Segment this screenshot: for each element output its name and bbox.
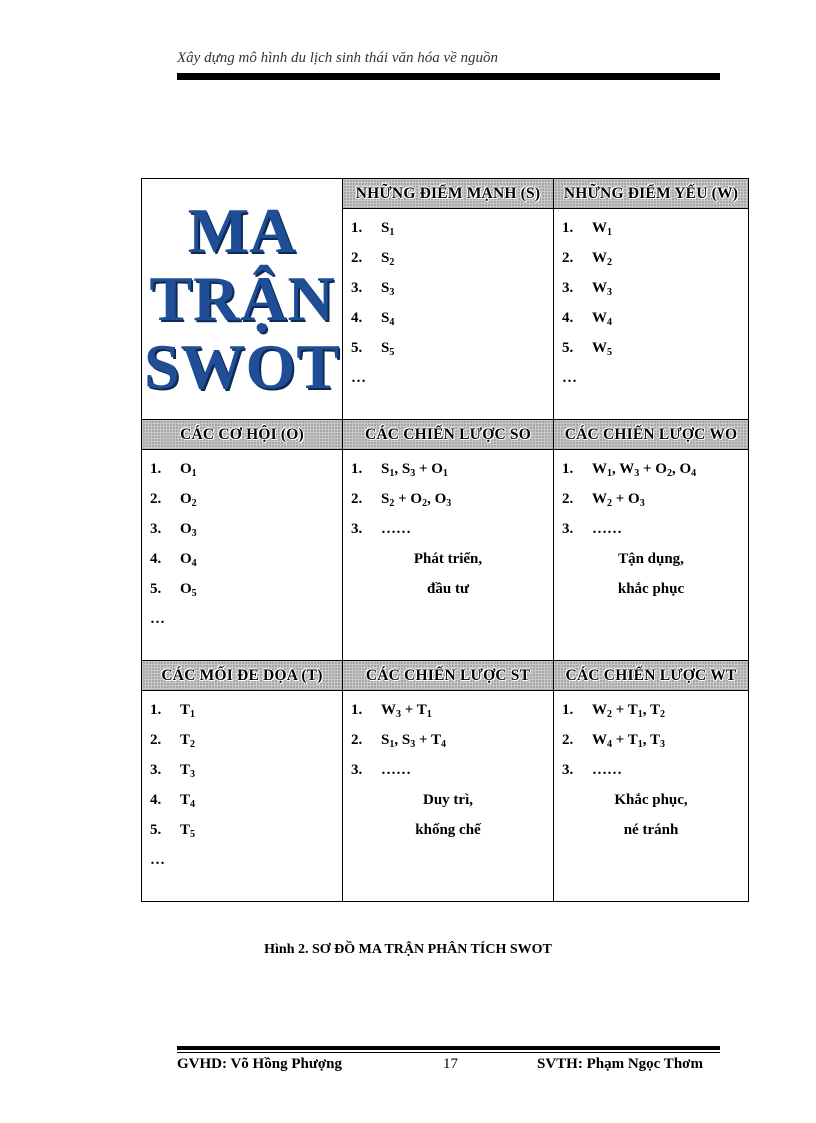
list-item: 2. $S_1$, $S_3 + T_4$ [351, 732, 446, 750]
threats-cell [142, 691, 343, 902]
list-item: 1. $W_3 + T_1$ [351, 702, 432, 720]
wo-strategy-note-1: Tận dụng, [618, 551, 684, 567]
running-header: Xây dựng mô hình du lịch sinh thái văn hóa về nguồn [177, 50, 499, 66]
list-item: 2. $W_2$ [562, 250, 612, 268]
list-item: 3. $W_3$ [562, 280, 612, 298]
list-item: 1. $W_2 + T_1$, $T_2$ [562, 702, 666, 720]
list-item: 4. $O_4$ [150, 551, 197, 569]
list-item: 3. $O_3$ [150, 521, 197, 539]
wo-strategies-cell [554, 450, 749, 661]
wt-strategies-header: CÁC CHIẾN LƯỢC WT [554, 661, 749, 691]
list-item: 3. $S_3$ [351, 280, 395, 298]
list-item: 1. $S_1$, $S_3 + O_1$ [351, 461, 448, 479]
matrix-title-line-3: SWOT [143, 331, 341, 402]
st-strategy-note-2: khống chế [415, 822, 481, 838]
list-item: 5. $W_5$ [562, 340, 612, 358]
so-strategy-note-2: đầu tư [427, 581, 469, 597]
list-item: 1. $W_1$, $W_3 + O_2$, $O_4$ [562, 461, 697, 479]
weaknesses-cell [554, 209, 749, 420]
list-item: 2. $W_4 + T_1$, $T_3$ [562, 732, 666, 750]
figure-caption: Hình 2. SƠ ĐỒ MA TRẬN PHÂN TÍCH SWOT [264, 942, 552, 957]
list-item: 5. $T_5$ [150, 822, 196, 840]
list-item: 4. $T_4$ [150, 792, 196, 810]
so-strategies-header: CÁC CHIẾN LƯỢC SO [343, 420, 554, 450]
st-strategies-header: CÁC CHIẾN LƯỢC ST [343, 661, 554, 691]
matrix-title-line-2: TRẬN [149, 263, 335, 334]
list-ellipsis: … [150, 852, 165, 868]
list-item: 5. $O_5$ [150, 581, 197, 599]
swot-matrix-table [141, 178, 749, 902]
list-item: 4. $W_4$ [562, 310, 612, 328]
weaknesses-list [562, 209, 748, 393]
list-ellipsis: … [351, 370, 366, 386]
list-item: 1. $S_1$ [351, 220, 395, 238]
so-strategies-cell [343, 450, 554, 661]
wt-strategy-note-1: Khắc phục, [614, 792, 688, 808]
opportunities-header: CÁC CƠ HỘI (O) [142, 420, 343, 450]
weaknesses-header: NHỮNG ĐIỂM YẾU (W) [554, 179, 749, 209]
list-item: 2. $S_2$ [351, 250, 395, 268]
wo-strategies-list [562, 450, 748, 544]
list-item: 2. $T_2$ [150, 732, 196, 750]
list-item: 3. …… [351, 521, 411, 537]
matrix-title-line-1: MA [187, 195, 297, 266]
header-rule [177, 73, 720, 80]
list-item: 2. $W_2 + O_3$ [562, 491, 645, 509]
list-item: 3. …… [562, 521, 622, 537]
list-item: 1. $W_1$ [562, 220, 612, 238]
list-item: 2. $O_2$ [150, 491, 197, 509]
list-ellipsis: … [562, 370, 577, 386]
strengths-header: NHỮNG ĐIỂM MẠNH (S) [343, 179, 554, 209]
opportunities-list [150, 450, 342, 634]
threats-header: CÁC MỐI ĐE DỌA (T) [142, 661, 343, 691]
strengths-list [351, 209, 553, 393]
list-ellipsis: … [150, 611, 165, 627]
so-strategy-note-1: Phát triển, [413, 551, 483, 567]
list-item: 5. $S_5$ [351, 340, 395, 358]
st-strategy-note-1: Duy trì, [423, 792, 473, 808]
threats-list [150, 691, 342, 875]
footer-student: SVTH: Phạm Ngọc Thơm [537, 1056, 703, 1072]
list-item: 1. $T_1$ [150, 702, 196, 720]
list-item: 1. $O_1$ [150, 461, 197, 479]
opportunities-cell [142, 450, 343, 661]
wt-strategy-note-2: né tránh [623, 822, 679, 838]
list-item: 2. $S_2 + O_2$, $O_3$ [351, 491, 452, 509]
matrix-title [142, 179, 343, 420]
st-strategies-list [351, 691, 553, 785]
list-item: 3. $T_3$ [150, 762, 196, 780]
footer-rule [177, 1046, 720, 1050]
list-item: 3. …… [562, 762, 622, 778]
st-strategies-cell [343, 691, 554, 902]
footer-advisor: GVHD: Võ Hồng Phượng [177, 1056, 342, 1072]
page-number: 17 [443, 1056, 458, 1072]
wt-strategies-cell [554, 691, 749, 902]
list-item: 4. $S_4$ [351, 310, 395, 328]
footer-rule-thin [177, 1052, 720, 1053]
strengths-cell [343, 209, 554, 420]
list-item: 3. …… [351, 762, 411, 778]
so-strategies-list [351, 450, 553, 544]
wt-strategies-list [562, 691, 748, 785]
wo-strategy-note-2: khắc phục [617, 581, 685, 597]
wo-strategies-header: CÁC CHIẾN LƯỢC WO [554, 420, 749, 450]
